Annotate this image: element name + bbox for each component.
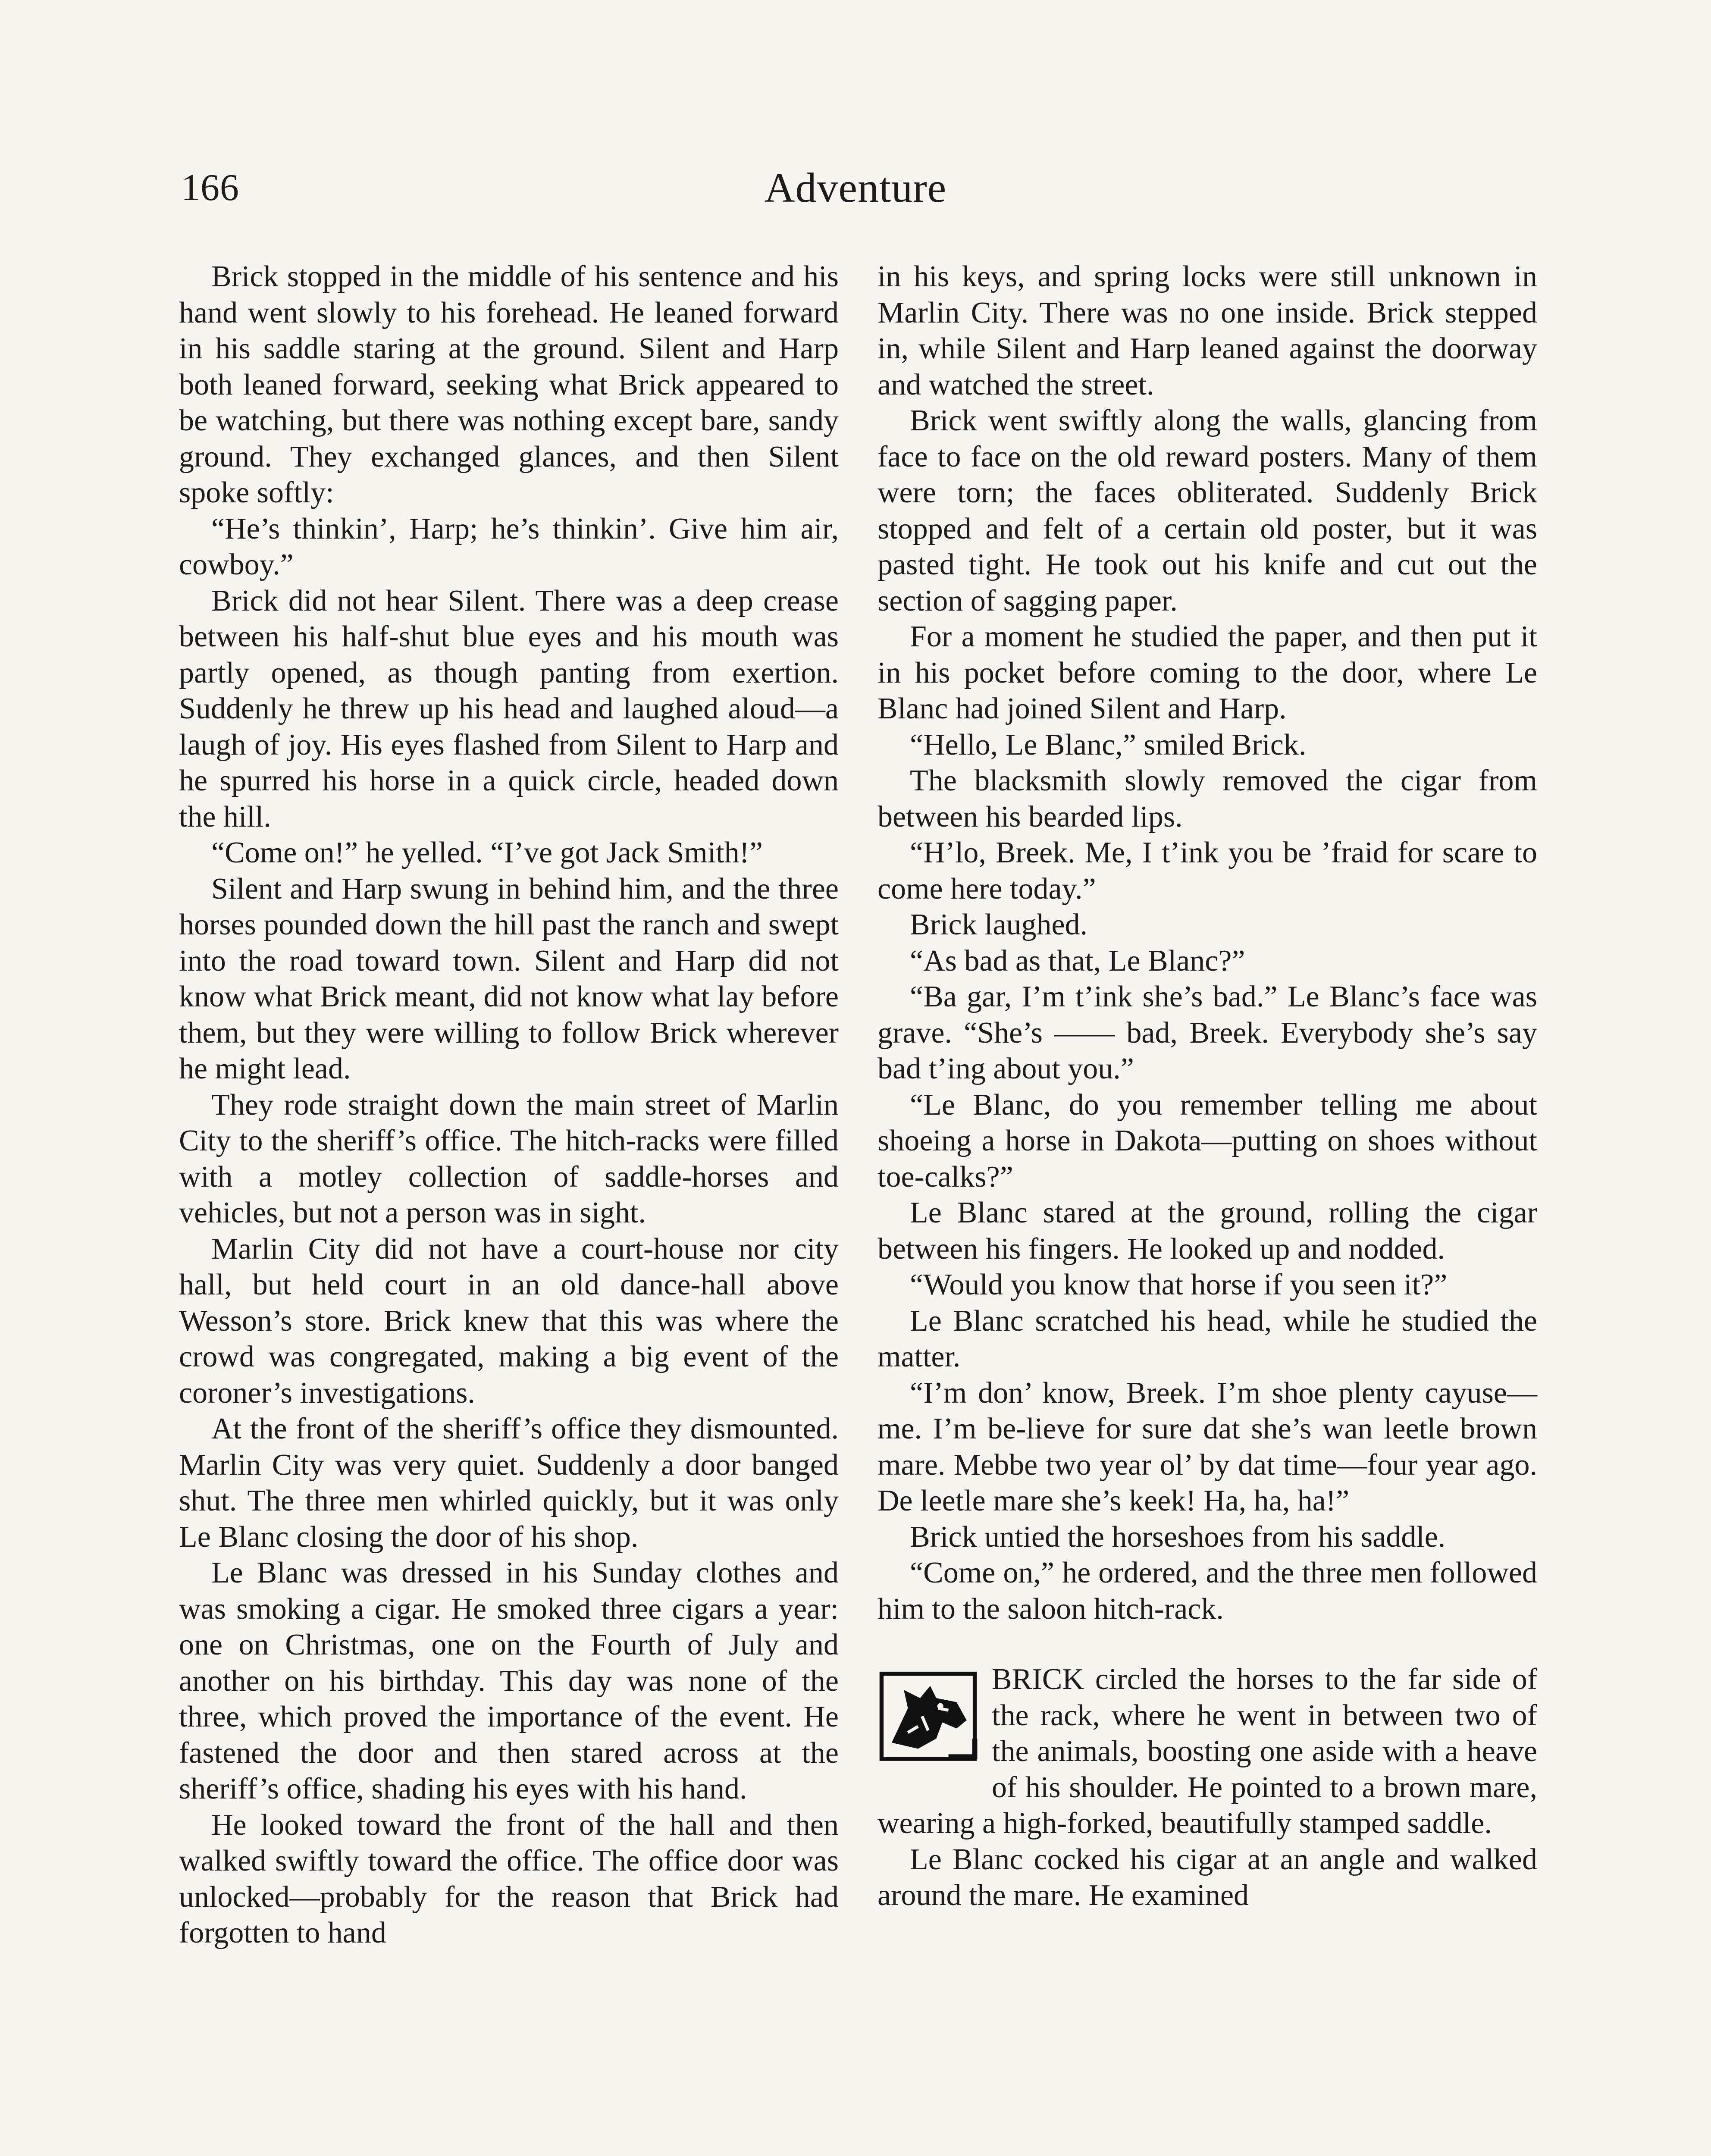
paragraph: Le Blanc cocked his cigar at an angle and walked around the mare. He examined (877, 1843, 1537, 1912)
paragraph: For a moment he studied the paper, and then put it in his pocket before coming to the door, where Le Blanc had joined Silent and Harp. (877, 620, 1537, 725)
right-column (877, 259, 1537, 1914)
horse-head-icon (877, 1667, 979, 1770)
paragraph: They rode straight down the main street of Marlin City to the sheriff’s office. The hitch-racks were filled with a motley collection of saddle-horses and vehicles, but not a person was in sight. (179, 1088, 839, 1229)
paragraph: “He’s thinkin’, Harp; he’s thinkin’. Give him air, cowboy.” (179, 512, 839, 581)
paragraph: Le Blanc scratched his head, while he studied the matter. (877, 1304, 1537, 1373)
paragraph: Marlin City did not have a court-house nor city hall, but held court in an old dance-hall above Wesson’s store. Brick knew that this was where the crowd was congregated, making a big event of the coroner’s investigations. (179, 1232, 839, 1410)
paragraph: in his keys, and spring locks were still unknown in Marlin City. There was no one inside. Brick stepped in, while Silent and Harp leaned against the doorway and watched the street. (877, 260, 1537, 401)
paragraph: Le Blanc was dressed in his Sunday clothes and was smoking a cigar. He smoked three cigars a year: one on Christmas, one on the Fourth of July and another on his birthday. This day was none of the three, which proved the importance of the event. He fastened the door and then stared across at the sheriff’s office, shading his eyes with his hand. (179, 1556, 839, 1805)
paragraph: “H’lo, Breek. Me, I t’ink you be ’fraid for scare to come here today.” (877, 836, 1537, 906)
paragraph: “I’m don’ know, Breek. I’m shoe plenty cayuse—me. I’m be-lieve for sure dat she’s wan leetle brown mare. Mebbe two year ol’ by dat time—four year ago. De leetle mare she’s keek! Ha, ha, ha!” (877, 1376, 1537, 1517)
paragraph: He looked toward the front of the hall and then walked swiftly toward the office. The office door was unlocked—probably for the reason that Brick had forgotten to hand (179, 1808, 839, 1949)
paragraph: At the front of the sheriff’s office they dismounted. Marlin City was very quiet. Suddenly a door banged shut. The three men whirled quickly, but it was only Le Blanc closing the door of his shop. (179, 1412, 839, 1554)
paragraph: BRICK circled the horses to the far side of the rack, where he went in between two of the animals, boosting one aside with a heave of his shoulder. He pointed to a brown mare, wearing a high-forked, beautifully stamped saddle. (877, 1663, 1537, 1840)
section-break (877, 1627, 1537, 1661)
paragraph: “Come on,” he ordered, and the three men followed him to the saloon hitch-rack. (877, 1556, 1537, 1626)
paragraph: Brick stopped in the middle of his sentence and his hand went slowly to his forehead. He leaned forward in his saddle staring at the ground. Silent and Harp both leaned forward, seeking what Brick appeared to be watching, but there was nothing except bare, sandy ground. They exchanged glances, and then Silent spoke softly: (179, 260, 839, 509)
paragraph: Le Blanc stared at the ground, rolling the cigar between his fingers. He looked up and nodded. (877, 1196, 1537, 1266)
paragraph: “Le Blanc, do you remember telling me about shoeing a horse in Dakota—putting on shoes without toe-calks?” (877, 1088, 1537, 1194)
page-number: 166 (181, 167, 239, 209)
paragraph: The blacksmith slowly removed the cigar from between his bearded lips. (877, 764, 1537, 834)
paragraph: Brick did not hear Silent. There was a deep crease between his half-shut blue eyes and his mouth was partly opened, as though panting from exertion. Suddenly he threw up his head and laughed aloud—a laugh of joy. His eyes flashed from Silent to Harp and he spurred his horse in a quick circle, headed down the hill. (179, 584, 839, 834)
paragraph: “Would you know that horse if you seen it?” (910, 1268, 1448, 1301)
paragraph: Brick untied the horseshoes from his saddle. (910, 1520, 1446, 1554)
magazine-title: Adventure (764, 165, 947, 211)
left-column (179, 259, 839, 1951)
paragraph: “Come on!” he yelled. “I’ve got Jack Smith!” (211, 836, 763, 869)
paragraph: Brick laughed. (910, 908, 1088, 941)
paragraph: Silent and Harp swung in behind him, and the three horses pounded down the hill past the ranch and swept into the road toward town. Silent and Harp did not know what Brick meant, did not know what lay before them, but they were willing to follow Brick wherever he might lead. (179, 872, 839, 1085)
paragraph: “As bad as that, Le Blanc?” (910, 944, 1245, 978)
dropcap-paragraph (877, 1661, 1537, 1842)
paragraph: Brick went swiftly along the walls, glancing from face to face on the old reward posters. Many of them were torn; the faces obliterated. Suddenly Brick stopped and felt of a certain old poster, but it was pasted tight. He took out his knife and cut out the section of sagging paper. (877, 404, 1537, 617)
paragraph: “Hello, Le Blanc,” smiled Brick. (910, 728, 1307, 761)
paragraph: “Ba gar, I’m t’ink she’s bad.” Le Blanc’s face was grave. “She’s —— bad, Breek. Everybody she’s say bad t’ing about you.” (877, 980, 1537, 1085)
